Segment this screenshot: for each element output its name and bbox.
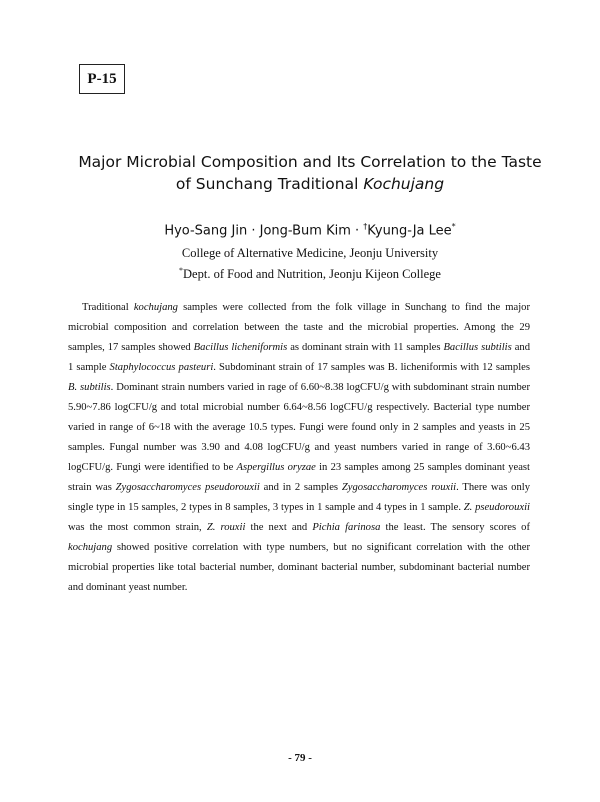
affiliation-star-mark: * xyxy=(451,222,456,231)
abstract-italic-term: Staphylococcus pasteuri xyxy=(109,362,214,373)
abstract-italic-term: Zygosaccharomyces rouxii xyxy=(341,482,457,493)
abstract-italic-term: kochujang xyxy=(133,302,178,313)
abstract-text-run: in 23 samples among 25 samples dominant yeast strain was xyxy=(68,462,530,493)
abstract-italic-term: Z. rouxii xyxy=(206,522,246,533)
affiliation-1: College of Alternative Medicine, Jeonju University xyxy=(181,246,439,260)
abstract-italic-term: Aspergillus oryzae xyxy=(236,462,316,473)
poster-label-text: P-15 xyxy=(87,70,117,87)
author-2: Jong-Bum Kim xyxy=(259,223,351,239)
abstract-text-run: showed positive correlation with type numbers, but no significant correlation with the other microbial properties like total bacterial number, dominant bacterial number, subdominant bacterial number and dominant yeast number. xyxy=(68,542,530,593)
author-3: Kyung-Ja Lee xyxy=(367,223,452,239)
abstract-italic-term: Pichia farinosa xyxy=(312,522,381,533)
abstract-text-run: and 1 sample xyxy=(68,342,530,373)
abstract-text-run: and in 2 samples xyxy=(259,482,342,493)
abstract-italic-term: Zygosaccharomyces pseudorouxii xyxy=(115,482,260,493)
abstract-text-run: samples were collected from the folk village in Sunchang to find the major microbial composition and correlation between the taste and the microbial properties. Among the 29 samples, 17 samples showed xyxy=(68,302,531,353)
title-italic-word: Kochujang xyxy=(363,175,445,193)
abstract-text-run: the next and xyxy=(245,522,313,533)
abstract-italic-term: Bacillus subtilis xyxy=(443,342,512,353)
abstract-text-run: . Dominant strain numbers varied in rage of 6.60~8.38 logCFU/g with subdominant strain number 5.90~7.86 logCFU/g and total microbial number 6.64~8.56 logCFU/g respectively. Bacterial type number varied in range of 6~18 with the average 10.5 types. Fungi were found only in 2 samples and yeasts in 25 samples. Fungal number was 3.90 and 4.08 logCFU/g and yeast numbers varied in range of 3.60~6.43 logCFU/g. Fungi were identified to be xyxy=(68,382,530,473)
title-line-2 xyxy=(40,173,580,195)
abstract-text-run: was the most common strain, xyxy=(68,522,207,533)
affiliation-2: Dept. of Food and Nutrition, Jeonju Kijeon College xyxy=(183,267,441,282)
abstract-text-run: as dominant strain with 11 samples xyxy=(287,342,444,353)
page-number: - 79 - xyxy=(288,752,312,764)
abstract-text-run: . There was only single type in 15 samples, 2 types in 8 samples, 3 types in 1 sample and 4 types in 1 sample. xyxy=(68,482,530,513)
abstract-paragraph xyxy=(68,298,530,598)
author-list xyxy=(40,222,580,238)
abstract-text-run: Traditional xyxy=(82,302,134,313)
abstract-italic-term: B. subtilis xyxy=(68,382,111,393)
poster-label xyxy=(79,64,125,94)
abstract-italic-term: Z. pseudorouxii xyxy=(463,502,530,513)
corresponding-dagger-mark: † xyxy=(363,222,368,231)
paper-title xyxy=(40,151,580,195)
author-1: Hyo-Sang Jin xyxy=(164,223,248,239)
abstract-italic-term: Bacillus licheniformis xyxy=(193,342,288,353)
abstract-text-run: . Subdominant strain of 17 samples was B. licheniformis with 12 samples xyxy=(213,362,530,373)
title-line-2-text: of Sunchang Traditional xyxy=(175,175,364,193)
affiliation-2-mark: * xyxy=(179,266,184,275)
author-separator-1: · xyxy=(247,223,260,239)
abstract-italic-term: kochujang xyxy=(68,542,113,553)
affiliation-2-wrapper xyxy=(40,262,580,283)
author-separator-2: · xyxy=(350,223,364,239)
title-line-1: Major Microbial Composition and Its Correlation to the Taste xyxy=(78,153,542,171)
affiliations xyxy=(40,245,580,283)
abstract-text-run: the least. The sensory scores of xyxy=(380,522,531,533)
